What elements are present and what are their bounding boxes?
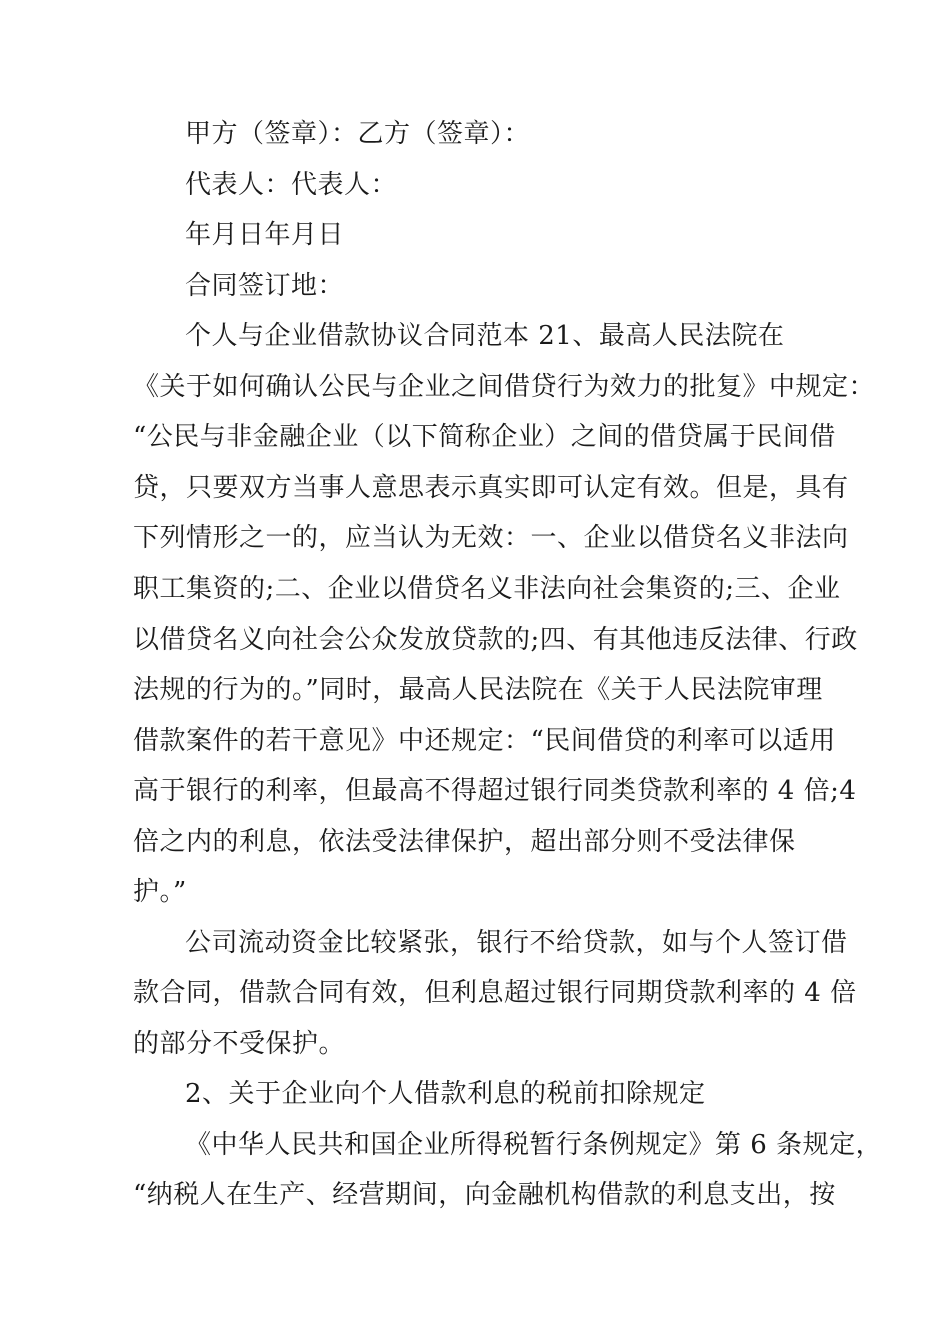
paragraph-line: 护。” [133, 877, 187, 907]
paragraph-line: 倍之内的利息，依法受法律保护，超出部分则不受法律保 [133, 827, 796, 857]
paragraph-line: “纳税人在生产、经营期间，向金融机构借款的利息支出，按 [133, 1180, 836, 1210]
paragraph-line: 款合同，借款合同有效，但利息超过银行同期贷款利率的 4 倍 [133, 978, 857, 1008]
paragraph-line: “公民与非金融企业（以下简称企业）之间的借贷属于民间借 [133, 422, 836, 452]
paragraph-line: 高于银行的利率，但最高不得超过银行同类贷款利率的 4 倍;4 [133, 776, 857, 806]
signature-line-representatives: 代表人：代表人： [185, 170, 398, 200]
paragraph-line: 《中华人民共和国企业所得税暂行条例规定》第 6 条规定， [185, 1130, 883, 1160]
paragraph-line: 《关于如何确认公民与企业之间借贷行为效力的批复》中规定： [133, 372, 876, 402]
paragraph-line: 的部分不受保护。 [133, 1029, 346, 1059]
paragraph-line: 下列情形之一的，应当认为无效：一、企业以借贷名义非法向 [133, 523, 849, 553]
paragraph-line: 贷，只要双方当事人意思表示真实即可认定有效。但是，具有 [133, 473, 849, 503]
signature-line-dates: 年月日年月日 [185, 220, 345, 250]
paragraph-line: 借款案件的若干意见》中还规定：“民间借贷的利率可以适用 [133, 726, 836, 756]
paragraph-line: 个人与企业借款协议合同范本 21、最高人民法院在 [185, 321, 785, 351]
paragraph-line: 法规的行为的。”同时，最高人民法院在《关于人民法院审理 [133, 675, 823, 705]
paragraph-line: 公司流动资金比较紧张，银行不给贷款，如与个人签订借 [185, 928, 848, 958]
paragraph-line: 以借贷名义向社会公众发放贷款的;四、有其他违反法律、行政 [133, 625, 858, 655]
section-heading: 2、关于企业向个人借款利息的税前扣除规定 [185, 1079, 706, 1109]
signature-line-place: 合同签订地： [185, 271, 345, 301]
paragraph-line: 职工集资的;二、企业以借贷名义非法向社会集资的;三、企业 [133, 574, 841, 604]
signature-line-parties: 甲方（签章）：乙方（签章）： [185, 119, 531, 149]
